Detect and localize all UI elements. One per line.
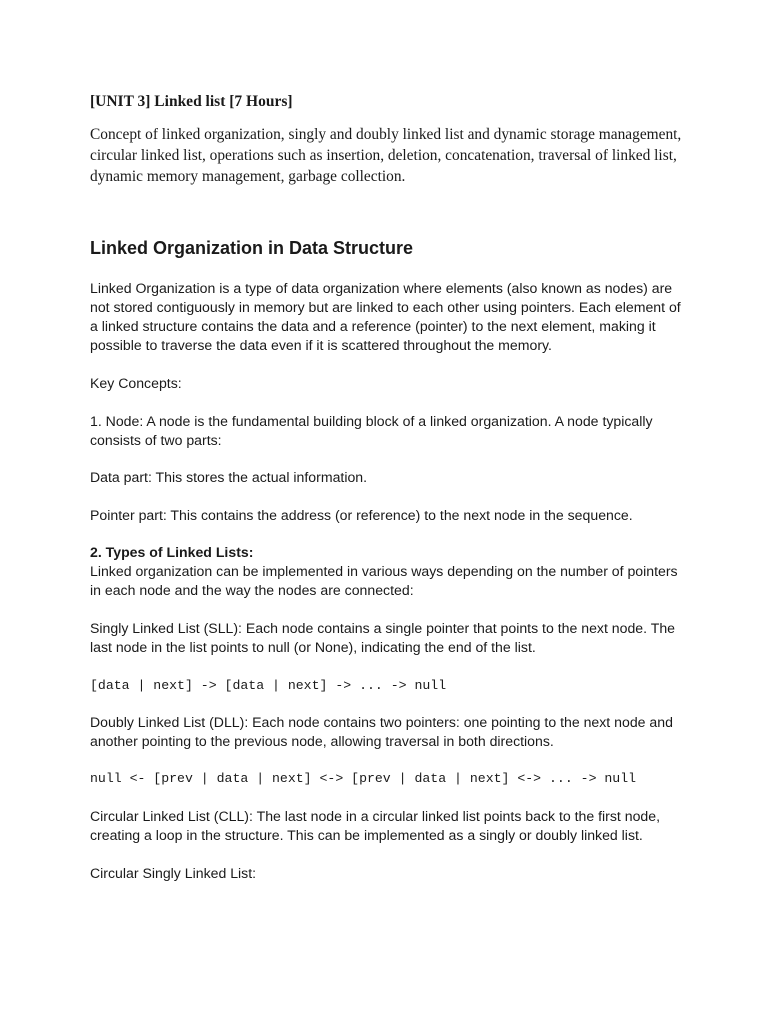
pointer-part-text: Pointer part: This contains the address (or reference) to the next node in the sequence.: [90, 507, 633, 523]
key-concepts-label: Key Concepts:: [90, 375, 182, 391]
sll-code: [data | next] -> [data | next] -> ... -> null: [90, 678, 447, 693]
dll-description: Doubly Linked List (DLL): Each node contains two pointers: one pointing to the next node and another pointing to the previous node, allowing traversal in both directions.: [90, 714, 673, 749]
types-block: [90, 543, 690, 600]
section-heading: Linked Organization in Data Structure: [90, 238, 414, 258]
sll-description: Singly Linked List (SLL): Each node contains a single pointer that points to the next node. The last node in the list points to null (or None), indicating the end of the list.: [90, 620, 676, 655]
unit-title: [UNIT 3] Linked list [7 Hours]: [90, 93, 293, 110]
types-heading: 2. Types of Linked Lists:: [90, 544, 254, 560]
dll-code: null <- [prev | data | next] <-> [prev | data | next] <-> ... -> null: [90, 771, 637, 786]
types-intro: Linked organization can be implemented in various ways depending on the number of pointers in each node and the way the nodes are connected:: [90, 563, 678, 598]
csll-label: Circular Singly Linked List:: [90, 865, 257, 881]
intro-paragraph: Linked Organization is a type of data organization where elements (also known as nodes) are not stored contiguously in memory but are linked to each other using pointers. Each element of a linked structure contains the data and a reference (pointer) to the next element, making it possible to traverse the data even if it is scattered throughout the memory.: [90, 280, 681, 353]
cll-description: Circular Linked List (CLL): The last node in a circular linked list points back to the first node, creating a loop in the structure. This can be implemented as a singly or doubly linked list.: [90, 808, 661, 843]
unit-description: Concept of linked organization, singly and doubly linked list and dynamic storage management, circular linked list, operations such as insertion, deletion, concatenation, traversal of linked list, dynamic memory management, garbage collection.: [90, 126, 682, 185]
data-part-text: Data part: This stores the actual information.: [90, 469, 368, 485]
node-definition: 1. Node: A node is the fundamental building block of a linked organization. A node typically consists of two parts:: [90, 413, 653, 448]
